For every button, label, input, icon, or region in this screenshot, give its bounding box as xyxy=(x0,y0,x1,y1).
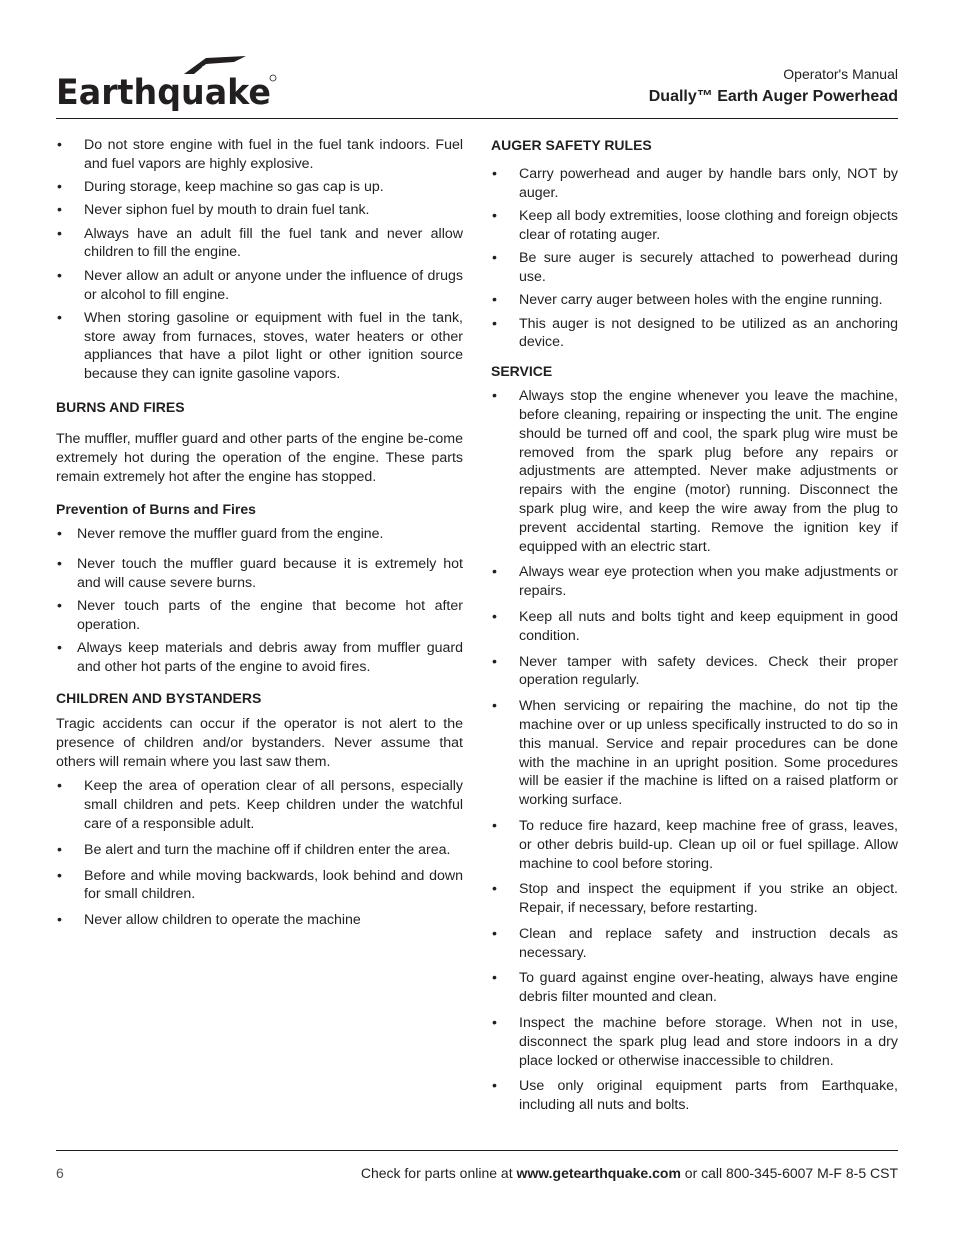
bullet-icon: • xyxy=(57,225,62,242)
page-footer xyxy=(56,1150,898,1191)
bullet-icon: • xyxy=(57,640,62,657)
bullet-icon: • xyxy=(492,817,497,834)
bullet-icon: • xyxy=(57,556,62,573)
bullet-icon: • xyxy=(57,526,62,543)
list-item: • When storing gasoline or equipment with fuel in the tank, store away from furnaces, stoves, water heaters or other appliances that have a pilot light or other ignition source because they can ignite gasoline vapors. xyxy=(57,309,463,383)
burns-paragraph: The muffler, muffler guard and other parts of the engine be-come extremely hot during the operation of the engine. These parts remain extremely hot after the engine has stopped. xyxy=(56,431,463,485)
auger-list xyxy=(491,165,898,352)
list-item: • Never siphon fuel by mouth to drain fuel tank. xyxy=(57,202,370,219)
list-item: • Always keep materials and debris away from muffler guard and other hot parts of the engine to avoid fires. xyxy=(57,640,463,676)
list-item: • To guard against engine over-heating, always have engine debris filter mounted and clean. xyxy=(492,970,898,1006)
bullet-icon: • xyxy=(492,1015,497,1032)
list-item: • Inspect the machine before storage. When not in use, disconnect the spark plug lead and store indoors in a dry place locked or otherwise inaccessible to children. xyxy=(492,1015,898,1069)
section-heading-auger: AUGER SAFETY RULES xyxy=(491,137,652,153)
list-item: • Clean and replace safety and instruction decals as necessary. xyxy=(492,925,898,961)
bullet-icon: • xyxy=(57,598,62,615)
list-item: • Never touch parts of the engine that become hot after operation. xyxy=(57,598,463,634)
footer-text-after: or call 800-345-6007 M-F 8-5 CST xyxy=(680,1165,898,1181)
list-item: • Never remove the muffler guard from the engine. xyxy=(57,526,384,543)
bullet-icon: • xyxy=(57,778,62,795)
list-item: • When servicing or repairing the machine, do not tip the machine over or up unless specifically instructed to do so in this manual. Service and repair procedures can be done with the machine in an upright position. Some procedures will be easier if the machine is lifted on a raised platform or working surface. xyxy=(492,698,898,809)
list-item: • This auger is not designed to be utilized as an anchoring device. xyxy=(492,315,898,351)
manual-subtitle: Operator's Manual xyxy=(783,66,898,82)
bullet-icon: • xyxy=(492,564,497,581)
list-item: • Use only original equipment parts from Earthquake, including all nuts and bolts. xyxy=(492,1078,898,1114)
prevention-list xyxy=(56,525,463,677)
earthquake-logo xyxy=(56,52,278,114)
bullet-icon: • xyxy=(492,292,497,309)
bullet-icon: • xyxy=(492,388,497,405)
bullet-icon: • xyxy=(57,267,62,284)
list-item: • Always wear eye protection when you make adjustments or repairs. xyxy=(492,564,898,600)
product-title: Dually™ Earth Auger Powerhead xyxy=(648,88,898,105)
footer-text-before: Check for parts online at xyxy=(360,1165,517,1181)
storage-list xyxy=(56,136,463,384)
bullet-icon: • xyxy=(57,179,62,196)
service-list xyxy=(491,387,898,1115)
children-paragraph: Tragic accidents can occur if the operator is not alert to the presence of children and/or bystanders. Never assume that others will remain where you last saw them. xyxy=(56,716,463,770)
children-list xyxy=(56,777,463,930)
bullet-icon: • xyxy=(492,653,497,670)
subheading-prevention: Prevention of Burns and Fires xyxy=(56,501,256,518)
list-item: • Always stop the engine whenever you leave the machine, before cleaning, repairing or inspecting the unit. The engine should be turned off and cool, the spark plug wire must be removed from the spark plug before any repairs or adjustments are attempted. Never make adjustments or repairs with the engine (motor) running. Disconnect the spark plug wire, and keep the wire away from the plug to prevent accidental starting. Remove the ignition key if equipped with an electric start. xyxy=(492,388,898,555)
bullet-icon: • xyxy=(492,166,497,182)
page-number: 6 xyxy=(56,1165,64,1181)
bullet-icon: • xyxy=(57,912,62,929)
section-heading-service: SERVICE xyxy=(491,363,553,380)
list-item: • Never tamper with safety devices. Check their proper operation regularly. xyxy=(492,653,898,689)
section-heading-children: CHILDREN AND BYSTANDERS xyxy=(56,690,262,707)
bullet-icon: • xyxy=(492,250,497,267)
bullet-icon: • xyxy=(492,970,497,987)
list-item: • Keep all body extremities, loose clothing and foreign objects clear of rotating auger. xyxy=(492,208,898,243)
page-header xyxy=(56,52,898,119)
header-text xyxy=(649,65,898,108)
bullet-icon: • xyxy=(492,1078,497,1095)
bullet-icon: • xyxy=(57,841,62,858)
bullet-icon: • xyxy=(492,208,497,225)
list-item: • During storage, keep machine so gas cap is up. xyxy=(57,179,384,196)
bullet-icon: • xyxy=(492,315,497,332)
svg-text:Earthquake: Earthquake xyxy=(56,73,271,113)
list-item: • Before and while moving backwards, look behind and down for small children. xyxy=(57,867,463,903)
list-item: • Stop and inspect the equipment if you strike an object. Repair, if necessary, before restarting. xyxy=(492,881,898,917)
list-item: • Never touch the muffler guard because it is extremely hot and will cause severe burns. xyxy=(57,556,463,592)
bullet-icon: • xyxy=(492,881,497,898)
bullet-icon: • xyxy=(57,202,62,219)
bullet-icon: • xyxy=(492,925,497,942)
bullet-icon: • xyxy=(57,309,62,326)
bullet-icon: • xyxy=(492,698,497,715)
list-item: • Never allow children to operate the machine xyxy=(57,912,361,929)
left-column xyxy=(56,135,463,937)
list-item: • Be sure auger is securely attached to powerhead during use. xyxy=(492,250,898,285)
section-heading-burns: BURNS AND FIRES xyxy=(56,399,185,416)
list-item: • Always have an adult fill the fuel tank and never allow children to fill the engine. xyxy=(57,225,463,261)
list-item: • Never carry auger between holes with the engine running. xyxy=(492,292,883,309)
footer-url-link[interactable]: www.getearthquake.com xyxy=(516,1165,681,1181)
list-item: • Carry powerhead and auger by handle bars only, NOT by auger. xyxy=(492,166,898,201)
list-item: • Never allow an adult or anyone under the influence of drugs or alcohol to fill engine. xyxy=(57,267,463,303)
list-item: • Keep the area of operation clear of all persons, especially small children and pets. Keep children under the watchful care of a responsible adult. xyxy=(57,778,463,833)
list-item: • To reduce fire hazard, keep machine free of grass, leaves, or other debris build-up. Clean up oil or fuel spillage. Allow machine to cool before storing. xyxy=(492,817,898,872)
right-column xyxy=(491,135,898,1122)
list-item: • Keep all nuts and bolts tight and keep equipment in good condition. xyxy=(492,608,898,644)
list-item: • Do not store engine with fuel in the fuel tank indoors. Fuel and fuel vapors are highly explosive. xyxy=(57,137,463,172)
bullet-icon: • xyxy=(57,867,62,884)
list-item: • Be alert and turn the machine off if children enter the area. xyxy=(57,841,451,858)
footer-contact xyxy=(361,1165,898,1181)
bullet-icon: • xyxy=(57,137,62,153)
bullet-icon: • xyxy=(492,608,497,625)
